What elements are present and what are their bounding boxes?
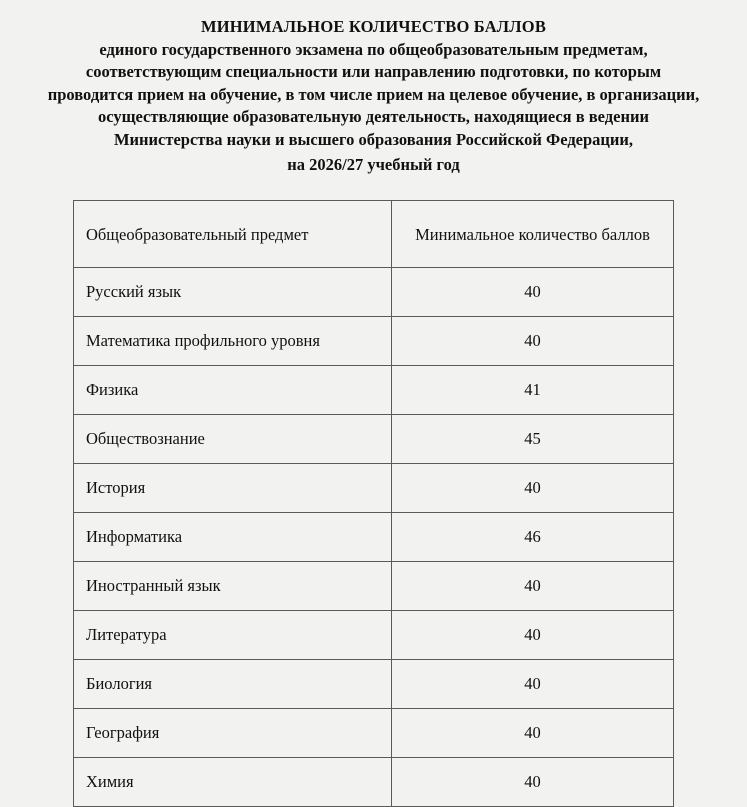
minimum-scores-table [73, 200, 674, 807]
table-row [74, 415, 674, 464]
cell-subject: Математика профильного уровня [74, 317, 392, 366]
cell-score: 40 [392, 660, 674, 709]
cell-score: 40 [392, 709, 674, 758]
cell-score: 40 [392, 464, 674, 513]
title-year: на 2026/27 учебный год [287, 154, 460, 174]
cell-score: 40 [392, 562, 674, 611]
column-header-subject: Общеобразовательный предмет [74, 201, 392, 268]
table-row [74, 513, 674, 562]
document-title [28, 10, 719, 176]
cell-score: 40 [392, 317, 674, 366]
cell-subject: Литература [74, 611, 392, 660]
table-body [74, 268, 674, 807]
cell-subject: Биология [74, 660, 392, 709]
table-row [74, 464, 674, 513]
title-subtitle: единого государственного экзамена по общеобразовательным предметам, соответствующим специальности или направлению подготовки, по которым проводится прием на обучение, в том числе прием на целевое обучение, в организации, осуществляющие образовательную деятельность, находящиеся в ведении Министерства науки и высшего образования Российской Федерации, [47, 39, 700, 149]
table-header-row [74, 201, 674, 268]
cell-score: 40 [392, 611, 674, 660]
table-row [74, 366, 674, 415]
table-row [74, 562, 674, 611]
cell-subject: Обществознание [74, 415, 392, 464]
table-row [74, 758, 674, 807]
table-row [74, 660, 674, 709]
cell-subject: Иностранный язык [74, 562, 392, 611]
cell-score: 41 [392, 366, 674, 415]
cell-score: 40 [392, 758, 674, 807]
cell-score: 45 [392, 415, 674, 464]
table-row [74, 268, 674, 317]
cell-subject: История [74, 464, 392, 513]
column-header-score: Минимальное количество баллов [392, 201, 674, 268]
table-row [74, 709, 674, 758]
cell-subject: Русский язык [74, 268, 392, 317]
cell-subject: Физика [74, 366, 392, 415]
table-row [74, 317, 674, 366]
cell-subject: Химия [74, 758, 392, 807]
cell-subject: Информатика [74, 513, 392, 562]
cell-score: 46 [392, 513, 674, 562]
table-header [74, 201, 674, 268]
cell-subject: География [74, 709, 392, 758]
table-row [74, 611, 674, 660]
cell-score: 40 [392, 268, 674, 317]
title-main: МИНИМАЛЬНОЕ КОЛИЧЕСТВО БАЛЛОВ [200, 17, 547, 36]
